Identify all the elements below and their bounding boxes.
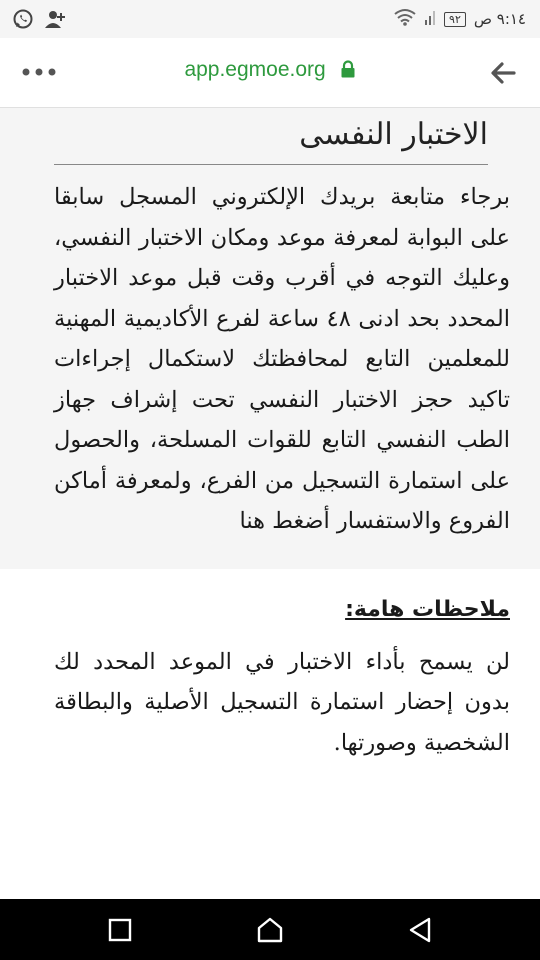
lock-icon (340, 60, 356, 84)
add-person-icon (44, 8, 66, 34)
article (54, 108, 510, 763)
back-arrow-icon[interactable] (488, 58, 518, 88)
status-time: ٩:١٤ ص (473, 10, 526, 28)
status-bar (0, 0, 540, 38)
wifi-icon (394, 8, 416, 30)
browser-toolbar (0, 38, 540, 108)
notes-heading: ملاحظات هامة: (345, 596, 510, 622)
notes-paragraph: لن يسمح بأداء الاختبار في الموعد المحدد لك بدون إحضار استمارة التسجيل الأصلية والبطاقة الشخصية وصورتها. (54, 648, 510, 756)
signal-icon (424, 8, 436, 30)
page-title: الاختبار النفسى (299, 117, 488, 152)
battery-icon: ٩٢ (444, 12, 466, 27)
home-icon[interactable] (256, 916, 284, 944)
recents-square-icon[interactable] (106, 916, 134, 944)
address-bar[interactable] (0, 58, 540, 84)
title-divider (54, 164, 488, 165)
whatsapp-icon (12, 8, 34, 34)
url-text: app.egmoe.org (184, 58, 326, 81)
navigation-bar (0, 899, 540, 960)
back-triangle-icon[interactable] (406, 916, 434, 944)
body-paragraph: برجاء متابعة بريدك الإلكتروني المسجل سابقا على البوابة لمعرفة موعد ومكان الاختبار النفسي، وعليك التوجه في أقرب وقت قبل موعد الاختبار المحدد بحد ادنى ٤٨ ساعة لفرع الأكاديمية المهنية للمعلمين التابع لمحافظتك لاستكمال إجراءات تاكيد حجز الاختبار النفسي تحت إشراف جهاز الطب النفسي التابع للقوات المسلحة، والحصول على استمارة التسجيل من الفرع، ولمعرفة أماكن الفروع والاستفسار أضغط هنا (54, 184, 510, 534)
